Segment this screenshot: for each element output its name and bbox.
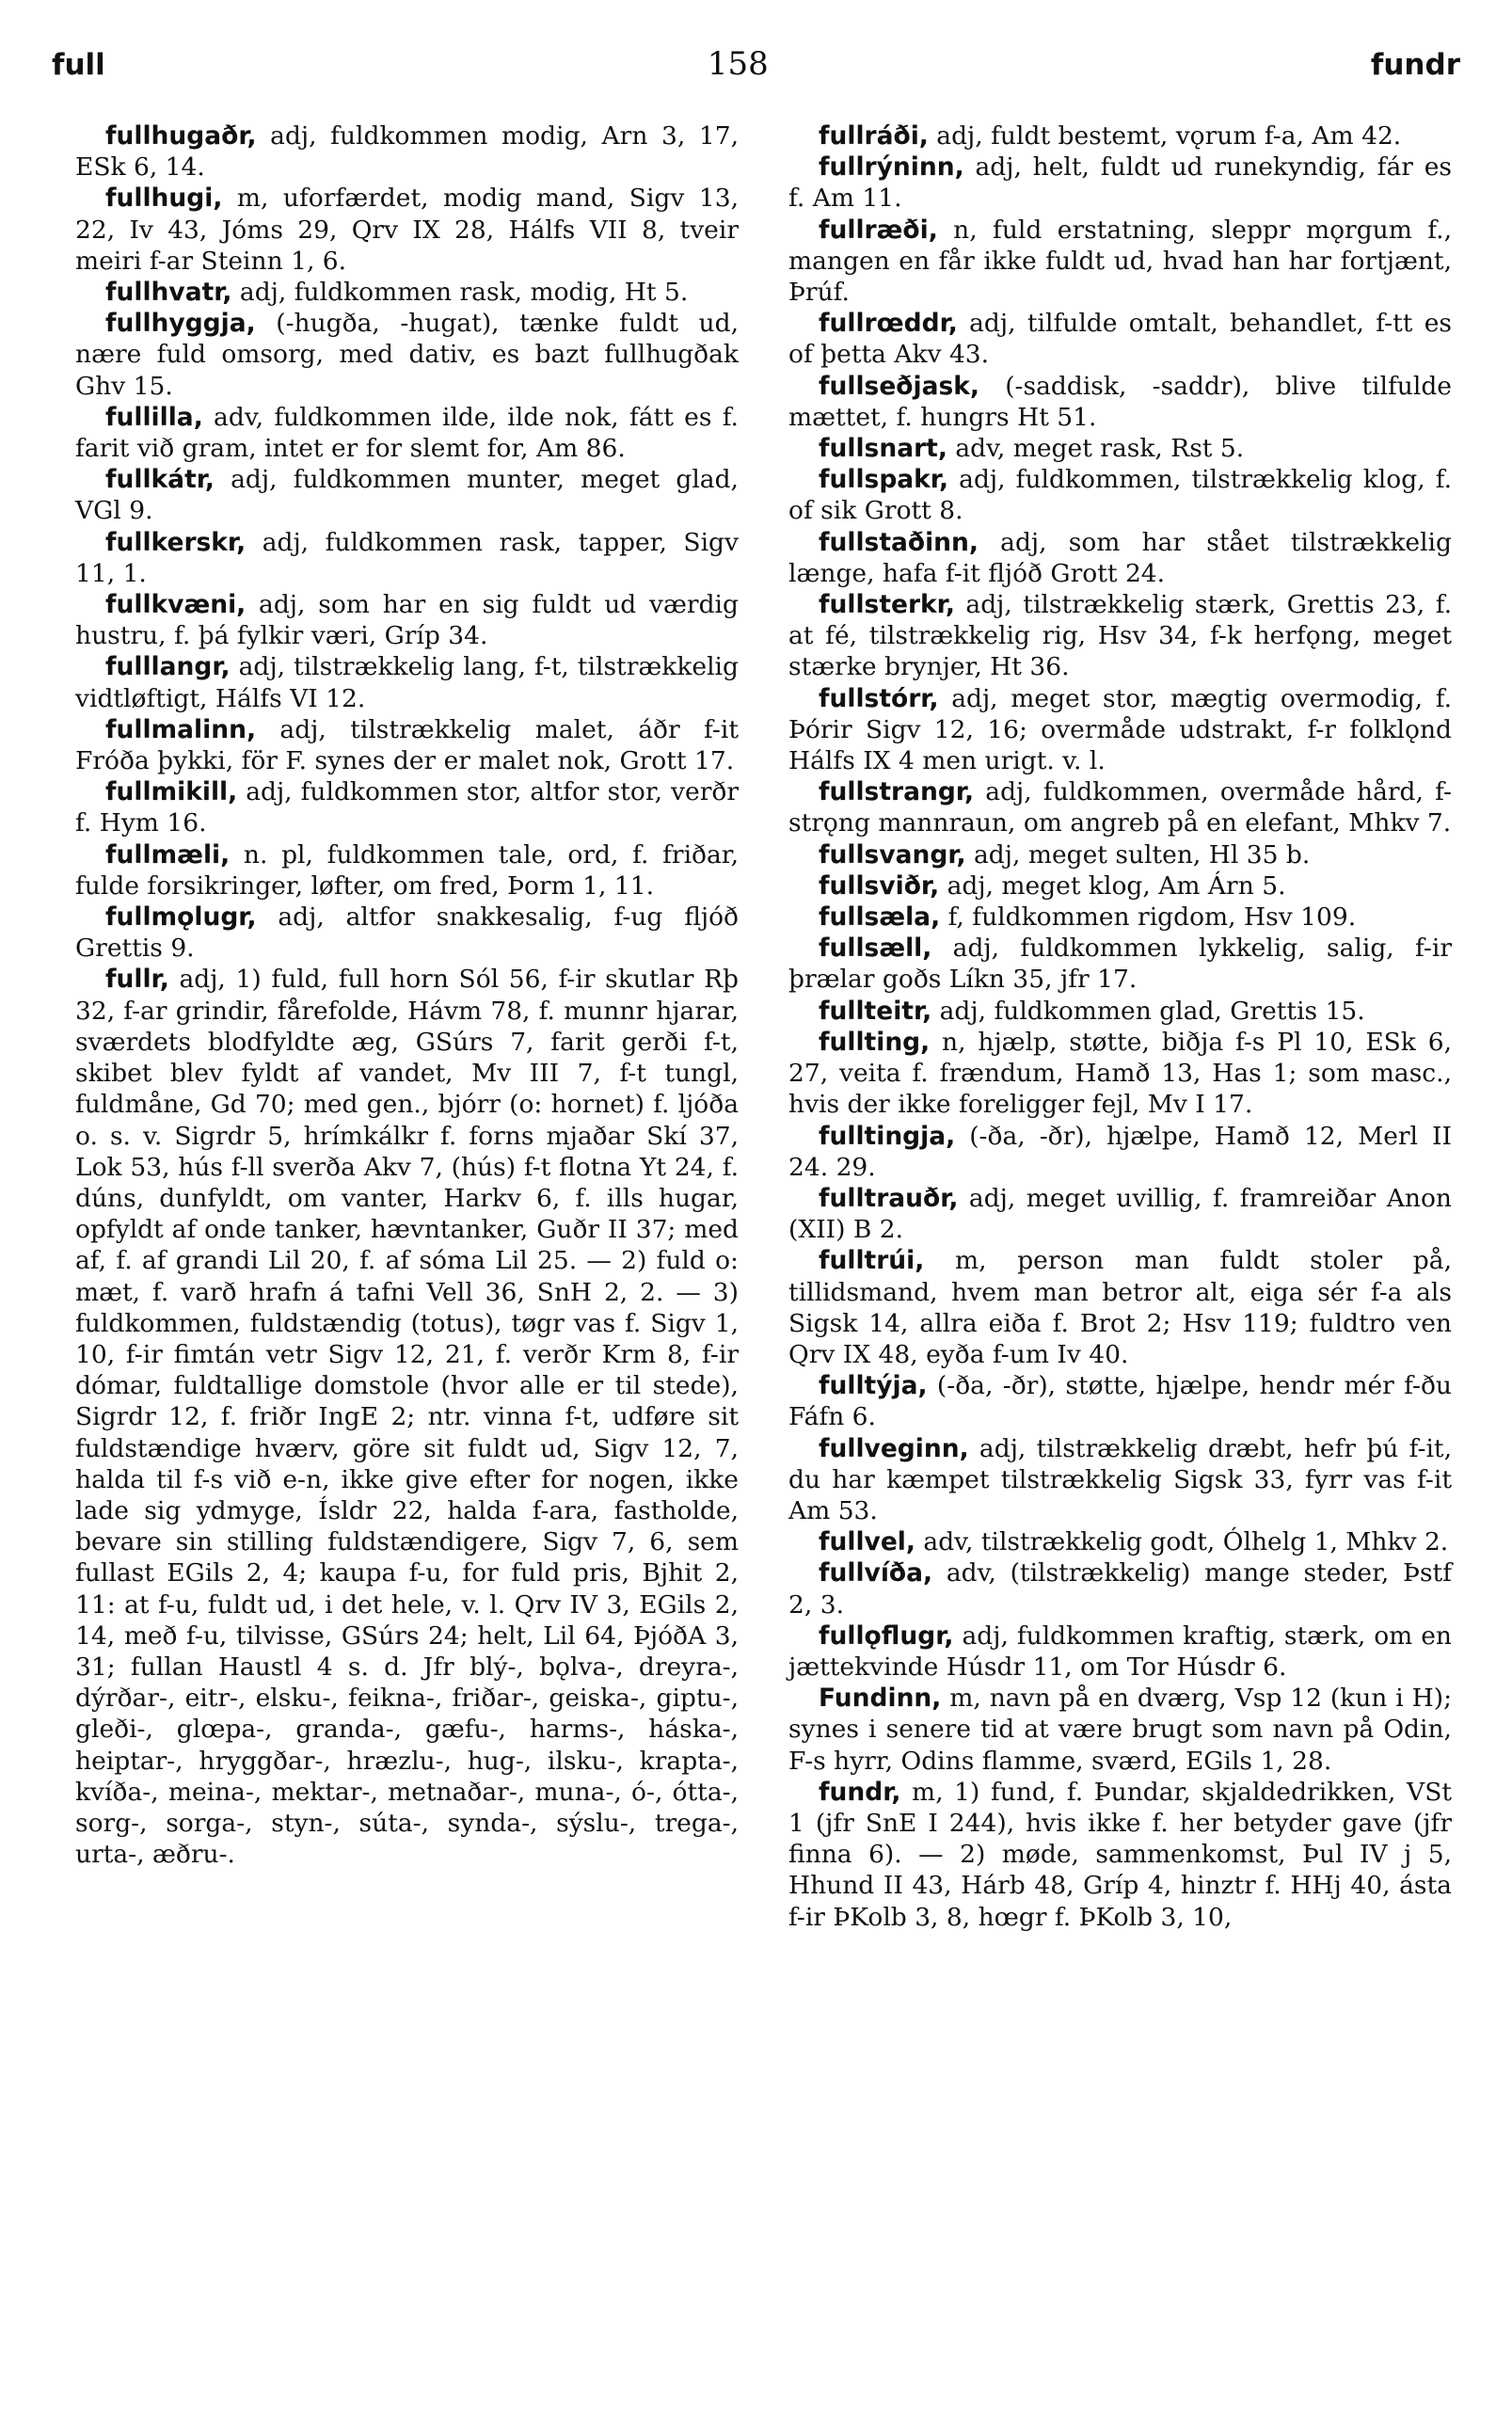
entry-definition: m, person man fuldt stoler på, tillidsmand, hvem man betror alt, eiga sér f-a als Sigsk 14, allra eiða f. Brot 2; Hsv 119; fuldtro ven Qrv IX 48, eyða f-um Iv 40. [788, 1246, 1452, 1369]
entry-definition: (-ða, -ðr), støtte, hjælpe, hendr mér f-ðu Fáfn 6. [788, 1371, 1452, 1432]
dictionary-entry [788, 1557, 1452, 1620]
entry-definition: adj, fuldkommen lykkelig, salig, f-ir þrælar goðs Líkn 35, jfr 17. [788, 934, 1452, 995]
dictionary-entry [788, 1683, 1452, 1777]
entry-definition: adv, fuldkommen ilde, ilde nok, fátt es f. farit við gram, intet er for slemt for, Am 86. [75, 402, 739, 464]
dictionary-entry [788, 215, 1452, 309]
running-head [52, 45, 1460, 92]
dictionary-entry [788, 933, 1452, 995]
right-column [788, 120, 1452, 1933]
entry-headword: fullsæla, [819, 902, 941, 933]
entry-headword: fullrœddr, [819, 309, 958, 339]
dictionary-entry [788, 371, 1452, 433]
entry-headword: fullsæll, [819, 934, 932, 964]
entry-definition: adj, fuldkommen stor, altfor stor, verðr f. Hym 16. [75, 777, 739, 838]
dictionary-entry [75, 964, 739, 1870]
entry-headword: fullilla, [105, 402, 203, 432]
dictionary-entry [75, 651, 739, 713]
entry-headword: fullstórr, [819, 683, 939, 713]
dictionary-entry [788, 776, 1452, 838]
entry-definition: adj, altfor snakkesalig, f-ug fljóð Grettis 9. [75, 902, 739, 964]
entry-definition: adj, meget stor, mægtig overmodig, f. Þórir Sigv 12, 16; overmåde udstrakt, f-r folklǫnd Hálfs IX 4 men urigt. v. l. [788, 683, 1452, 776]
entry-definition: adj, tilfulde omtalt, behandlet, f-tt es of þetta Akv 43. [788, 309, 1452, 370]
dictionary-entry [788, 1777, 1452, 1933]
entry-definition: adj, fuldkommen rask, tapper, Sigv 11, 1. [75, 527, 739, 588]
entry-headword: fullrýninn, [819, 152, 964, 183]
dictionary-entry [75, 120, 739, 183]
dictionary-entry [788, 870, 1452, 902]
entry-headword: fullstaðinn, [819, 527, 979, 557]
dictionary-entry [788, 996, 1452, 1027]
entry-headword: fullkerskr, [105, 527, 247, 557]
entry-headword: fullvíða, [819, 1558, 933, 1588]
entry-headword: fulltingja, [819, 1121, 956, 1151]
entry-headword: fullsviðr, [819, 870, 940, 901]
dictionary-entry [75, 527, 739, 589]
entry-headword: fullveginn, [819, 1433, 969, 1463]
dictionary-entry [788, 1370, 1452, 1432]
entry-headword: fullkátr, [105, 465, 215, 495]
entry-headword: fullvel, [819, 1527, 915, 1557]
entry-definition: adj, fuldkommen glad, Grettis 15. [931, 996, 1365, 1026]
running-head-left: full [52, 48, 105, 82]
entry-headword: fulltrúi, [819, 1246, 925, 1276]
dictionary-entry [788, 1433, 1452, 1527]
entry-definition: adj, 1) fuld, full horn Sól 56, f-ir skutlar Rþ 32, f-ar grindir, fårefolde, Hávm 78, f. munnr hjarar, sværdets blodfyldte æg, GSúrs 7, farit gerði f-t, skibet blev fyldt af vandet, Mv III 7, f-t tungl, fuldmåne, Gd 70; med gen., bjórr (o: hornet) f. ljóða o. s. v. Sigrdr 5, hrímkálkr f. forns mjaðar Skí 37, Lok 53, hús f-ll sverða Akv 7, (hús) f-t flotna Yt 24, f. dúns, dunfyldt, om vanter, Harkv 6, f. ills hugar, opfyldt af onde tanker, hævntanker, Guðr II 37; med af, f. af grandi Lil 20, f. af sóma Lil 25. — 2) fuld o: mæt, f. varð hrafn á tafni Vell 36, SnH 2, 2. — 3) fuldkommen, fuldstændig (totus), tøgr vas f. Sigv 1, 10, f-ir fimtán vetr Sigv 12, 21, f. verðr Krm 8, f-ir dómar, fuldtallige domstole (hvor alle er til stede), Sigrdr 12, f. friðr IngE 2; ntr. vinna f-t, udføre sit fuldstændige hværv, göre sit fuldt ud, Sigv 12, 7, halda til f-s við e-n, ikke give efter for nogen, ikke lade sig ydmyge, Ísldr 22, halda f-ara, fastholde, bevare sin stilling fuldstændigere, Sigv 7, 6, sem fullast EGils 2, 4; kaupa f-u, for fuld pris, Bjhit 2, 11: at f-u, fuldt ud, i det hele, v. l. Qrv IV 3, EGils 2, 14, með f-u, tilvisse, GSúrs 24; helt, Lil 64, ÞjóðA 3, 31; fullan Haustl 4 s. d. Jfr blý-, bǫlva-, dreyra-, dýrðar-, eitr-, elsku-, feikna-, friðar-, geiska-, giptu-, gleði-, glœpa-, granda-, gæfu-, harms-, háska-, heiptar-, hryggðar-, hræzlu-, hug-, ilsku-, krapta-, kvíða-, meina-, mektar-, metnaðar-, muna-, ó-, ótta-, sorg-, sorga-, styn-, súta-, synda-, sýslu-, trega-, urta-, æðru-. [75, 965, 739, 1870]
dictionary-entry [788, 527, 1452, 589]
entry-headword: fulltrauðr, [819, 1183, 959, 1213]
dictionary-entry [788, 902, 1452, 933]
entry-definition: adj, tilstrækkelig lang, f-t, tilstrækkelig vidtløftigt, Hálfs VI 12. [75, 652, 739, 713]
dictionary-entry [75, 714, 739, 776]
dictionary-entry [788, 1027, 1452, 1121]
entry-definition: adj, tilstrækkelig dræbt, hefr þú f-it, du har kæmpet tilstrækkelig Sigsk 33, fyrr vas f-it Am 53. [788, 1433, 1452, 1525]
entry-definition: adj, tilstrækkelig malet, áðr f-it Fróða þykki, för F. synes der er malet nok, Grott 17. [75, 714, 739, 776]
entry-headword: fullhyggja, [105, 309, 256, 339]
entry-headword: fullspakr, [819, 465, 949, 495]
dictionary-entry [788, 433, 1452, 464]
entry-headword: fullǫflugr, [819, 1620, 954, 1651]
entry-definition: adv, meget rask, Rst 5. [947, 434, 1245, 464]
dictionary-entry [788, 1121, 1452, 1183]
entry-definition: adj, som har stået tilstrækkelig længe, hafa f-it fljóð Grott 24. [788, 527, 1452, 588]
dictionary-entry [788, 683, 1452, 777]
dictionary-entry [75, 308, 739, 402]
entry-headword: fulllangr, [105, 652, 231, 682]
entry-headword: fullseðjask, [819, 371, 979, 401]
entry-definition: adj, fuldkommen kraftig, stærk, om en jættekvinde Húsdr 11, om Tor Húsdr 6. [788, 1620, 1452, 1682]
left-column [75, 120, 739, 1870]
dictionary-entry [75, 589, 739, 651]
entry-definition: adj, helt, fuldt ud runekyndig, fár es f. Am 11. [788, 152, 1452, 214]
dictionary-entry [788, 152, 1452, 214]
entry-definition: n, fuld erstatning, sleppr mǫrgum f., mangen en får ikke fuldt ud, hvad han har fortjænt, Þrúf. [788, 215, 1452, 308]
entry-headword: fullstrangr, [819, 777, 975, 807]
entry-definition: n, hjælp, støtte, biðja f-s Pl 10, ESk 6, 27, veita f. frændum, Hamð 13, Has 1; som masc., hvis der ikke foreligger fejl, Mv I 17. [788, 1027, 1452, 1120]
dictionary-entry [788, 589, 1452, 683]
dictionary-entry [788, 839, 1452, 870]
entry-headword: fulltýja, [819, 1371, 928, 1401]
entry-definition: f, fuldkommen rigdom, Hsv 109. [940, 902, 1357, 933]
entry-definition: adj, meget klog, Am Árn 5. [939, 870, 1286, 901]
entry-definition: adj, fuldkommen munter, meget glad, VGl 9. [75, 465, 739, 526]
entry-headword: fullsvangr, [819, 839, 966, 870]
entry-headword: fullteitr, [819, 996, 932, 1026]
entry-headword: fullr, [105, 965, 169, 995]
entry-headword: fullting, [819, 1027, 931, 1057]
entry-headword: fundr, [819, 1777, 901, 1807]
dictionary-entry [75, 183, 739, 277]
entry-headword: fullmæli, [105, 839, 231, 870]
entry-definition: adj, tilstrækkelig stærk, Grettis 23, f. at fé, tilstrækkelig rig, Hsv 34, f-k herfǫng, meget stærke brynjer, Ht 36. [788, 590, 1452, 682]
entry-definition: adj, som har en sig fuldt ud værdig hustru, f. þá fylkir væri, Gríp 34. [75, 590, 739, 651]
entry-definition: adj, fuldkommen modig, Arn 3, 17, ESk 6, 14. [75, 121, 739, 183]
dictionary-entry [788, 464, 1452, 526]
entry-headword: fullmalinn, [105, 714, 257, 744]
entry-definition: m, 1) fund, f. Þundar, skjaldedrikken, VSt 1 (jfr SnE I 244), hvis ikke f. her betyder gave (jfr finna 6). — 2) møde, sammenkomst, Þul IV j 5, Hhund II 43, Hárb 48, Gríp 4, hinztr f. HHj 40, ásta f-ir ÞKolb 3, 8, hœgr f. ÞKolb 3, 10, [788, 1777, 1452, 1932]
entry-headword: fullræði, [819, 215, 938, 245]
entry-definition: adj, meget sulten, Hl 35 b. [965, 839, 1311, 870]
dictionary-entry [788, 1245, 1452, 1370]
entry-definition: adj, meget uvillig, f. framreiðar Anon (XII) B 2. [788, 1183, 1452, 1245]
dictionary-entry [788, 1620, 1452, 1683]
dictionary-entry [75, 464, 739, 526]
entry-definition: adj, fuldkommen, overmåde hård, f-strǫng mannraun, om angreb på en elefant, Mhkv 7. [788, 777, 1452, 838]
entry-definition: (-hugða, -hugat), tænke fuldt ud, nære fuld omsorg, med dativ, es bazt fullhugðak Ghv 15. [75, 309, 739, 401]
page-number: 158 [707, 45, 769, 83]
entry-headword: fullhugi, [105, 184, 223, 214]
entry-headword: fullsterkr, [819, 590, 955, 620]
entry-definition: m, uforfærdet, modig mand, Sigv 13, 22, Iv 43, Jóms 29, Qrv IX 28, Hálfs VII 8, tveir meiri f-ar Steinn 1, 6. [75, 184, 739, 276]
entry-headword: Fundinn, [819, 1684, 942, 1714]
entry-headword: fullsnart, [819, 434, 947, 464]
entry-definition: adj, fuldkommen rask, modig, Ht 5. [231, 278, 689, 308]
dictionary-entry [75, 402, 739, 464]
entry-definition: m, navn på en dværg, Vsp 12 (kun i H); synes i senere tid at være brugt som navn på Odin, F-s hyrr, Odins flamme, sværd, EGils 1, 28. [788, 1684, 1452, 1776]
entry-definition: adj, fuldkommen, tilstrækkelig klog, f. of sik Grott 8. [788, 465, 1452, 526]
entry-definition: n. pl, fuldkommen tale, ord, f. friðar, fulde forsikringer, løfter, om fred, Þorm 1, 11. [75, 839, 739, 901]
entry-definition: adv, (tilstrækkelig) mange steder, Þstf 2, 3. [788, 1558, 1452, 1620]
dictionary-entry [75, 277, 739, 308]
dictionary-entry [788, 1183, 1452, 1245]
dictionary-entry [788, 1526, 1452, 1557]
entry-headword: fullmǫlugr, [105, 902, 257, 933]
dictionary-entry [788, 120, 1452, 152]
entry-definition: (-saddisk, -saddr), blive tilfulde mættet, f. hungrs Ht 51. [788, 371, 1452, 432]
entry-definition: adv, tilstrækkelig godt, Ólhelg 1, Mhkv 2. [915, 1527, 1449, 1557]
dictionary-entry [75, 776, 739, 838]
entry-headword: fullhugaðr, [105, 121, 257, 151]
entry-definition: adj, fuldt bestemt, vǫrum f-a, Am 42. [928, 121, 1402, 151]
dictionary-entry [75, 902, 739, 964]
running-head-right: fundr [1370, 48, 1460, 82]
dictionary-entry [75, 839, 739, 902]
dictionary-entry [788, 308, 1452, 370]
entry-headword: fullkvæni, [105, 590, 247, 620]
entry-definition: (-ða, -ðr), hjælpe, Hamð 12, Merl II 24. 29. [788, 1121, 1452, 1182]
entry-headword: fullmikill, [105, 777, 238, 807]
entry-headword: fullráði, [819, 121, 929, 151]
entry-headword: fullhvatr, [105, 278, 232, 308]
